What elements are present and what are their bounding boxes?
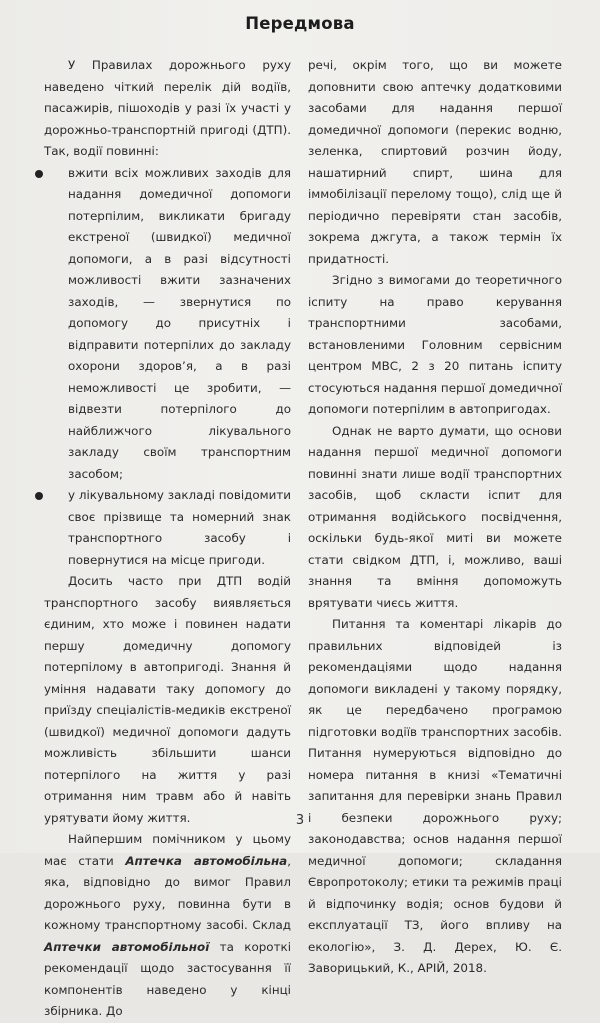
paragraph-first-aid-kit [44, 829, 291, 1023]
paragraph-basics: Однак не варто думати, що основи надання першої медичної допомоги повинні знати лише водії транспортних засобів, щоб скласти іспит для отримання водійського посвідчення, оскільки будь-якої миті ви можете стати свідком ДТП, і, можливо, ваші знання та вміння допоможуть врятувати чиєсь життя. [308, 423, 562, 610]
left-column [44, 55, 291, 1023]
bullet-item-1 [44, 163, 291, 486]
paragraph-continuation: речі, окрім того, що ви можете доповнити свою аптечку додатковими засобами для надання першої домедичної допомоги (перекис водню, зеленка, спиртовий розчин йоду, нашатирний спирт, шина для іммобілізації перелому тощо), слід ще й періодично перевіряти стан засобів, зокрема джгута, а також термін їх придатності. [308, 58, 562, 266]
emphasis-kit: Аптечка автомобільна [125, 853, 288, 868]
right-column [308, 55, 562, 980]
bullet-dot-icon [35, 170, 43, 178]
page-number: 3 [295, 813, 305, 828]
paragraph-text: та короткі рекомендації щодо застосування її компонентів наведено у кінці збірника. До [44, 939, 291, 1018]
emphasis-kit-genitive: Аптечки автомобільної [44, 939, 210, 954]
paragraph-text: Найпершим помічником у цьому має стати [44, 832, 291, 868]
paragraph-text: , яка, відповідно до вимог Правил дорожнього руху, повинна бути в кожному транспортному засобі. Склад [44, 853, 291, 932]
paragraph-questions: Питання та коментарі лікарів до правильних відповідей із рекомендаціями щодо надання допомоги викладені у такому порядку, як це передбачено програмою підготовки водіїв транспортних засобів. Питання нумеруються відповідно до номера питання в книзі «Тематичні запитання для перевірки знань Правил і безпеки дорожнього руху; законодавства; основ надання першої медичної допомоги; складання Європротоколу; етики та режимів праці й відпочинку водія; основ будови й експлуатації ТЗ, його впливу на екологію», З. Д. Дерех, Ю. Є. Заворицький, К., АРІЙ, 2018. [308, 617, 562, 975]
paragraph-driver-role: Досить часто при ДТП водій транспортного засобу виявляється єдиним, хто може і повинен надати першу домедичну допомогу потерпілому в автопригоді. Знання й уміння надавати таку допомогу до приїзду спеціалістів-медиків екстреної (швидкої) медичної допомоги дадуть можливість збільшити шанси потерпілого на життя у разі отримання ним травм або й навіть урятувати йому життя. [44, 574, 291, 825]
page-title: Передмова [245, 14, 355, 33]
intro-paragraph: У Правилах дорожнього руху наведено чіткий перелік дій водіїв, пасажирів, пішоходів у разі їх участі у дорожньо-транспортній пригоді (ДТП). Так, водії повинні: [44, 58, 291, 158]
bullet-text-2: у лікувальному закладі повідомити своє прізвище та номерний знак транспортного засобу і повернутися на місце пригоди. [68, 488, 291, 567]
bullet-dot-icon [35, 492, 43, 500]
paragraph-exam: Згідно з вимогами до теоретичного іспиту на право керування транспортними засобами, встановленими Головним сервісним центром МВС, 2 з 20 питань іспиту стосуються надання першої домедичної допомоги потерпілим в автопригодах. [308, 273, 562, 416]
bullet-item-2 [44, 485, 291, 571]
bullet-text-1: вжити всіх можливих заходів для надання домедичної допомоги потерпілим, викликати бригаду екстреної (швидкої) медичної допомоги, а в разі відсутності можливості вжити зазначених заходів, — звернутися по допомогу до присутніх і відправити потерпілих до закладу охорони здоров’я, а в разі неможливості це зробити, — відвезти потерпілого до найближчого лікувального закладу своїм транспортним засобом; [68, 165, 291, 481]
